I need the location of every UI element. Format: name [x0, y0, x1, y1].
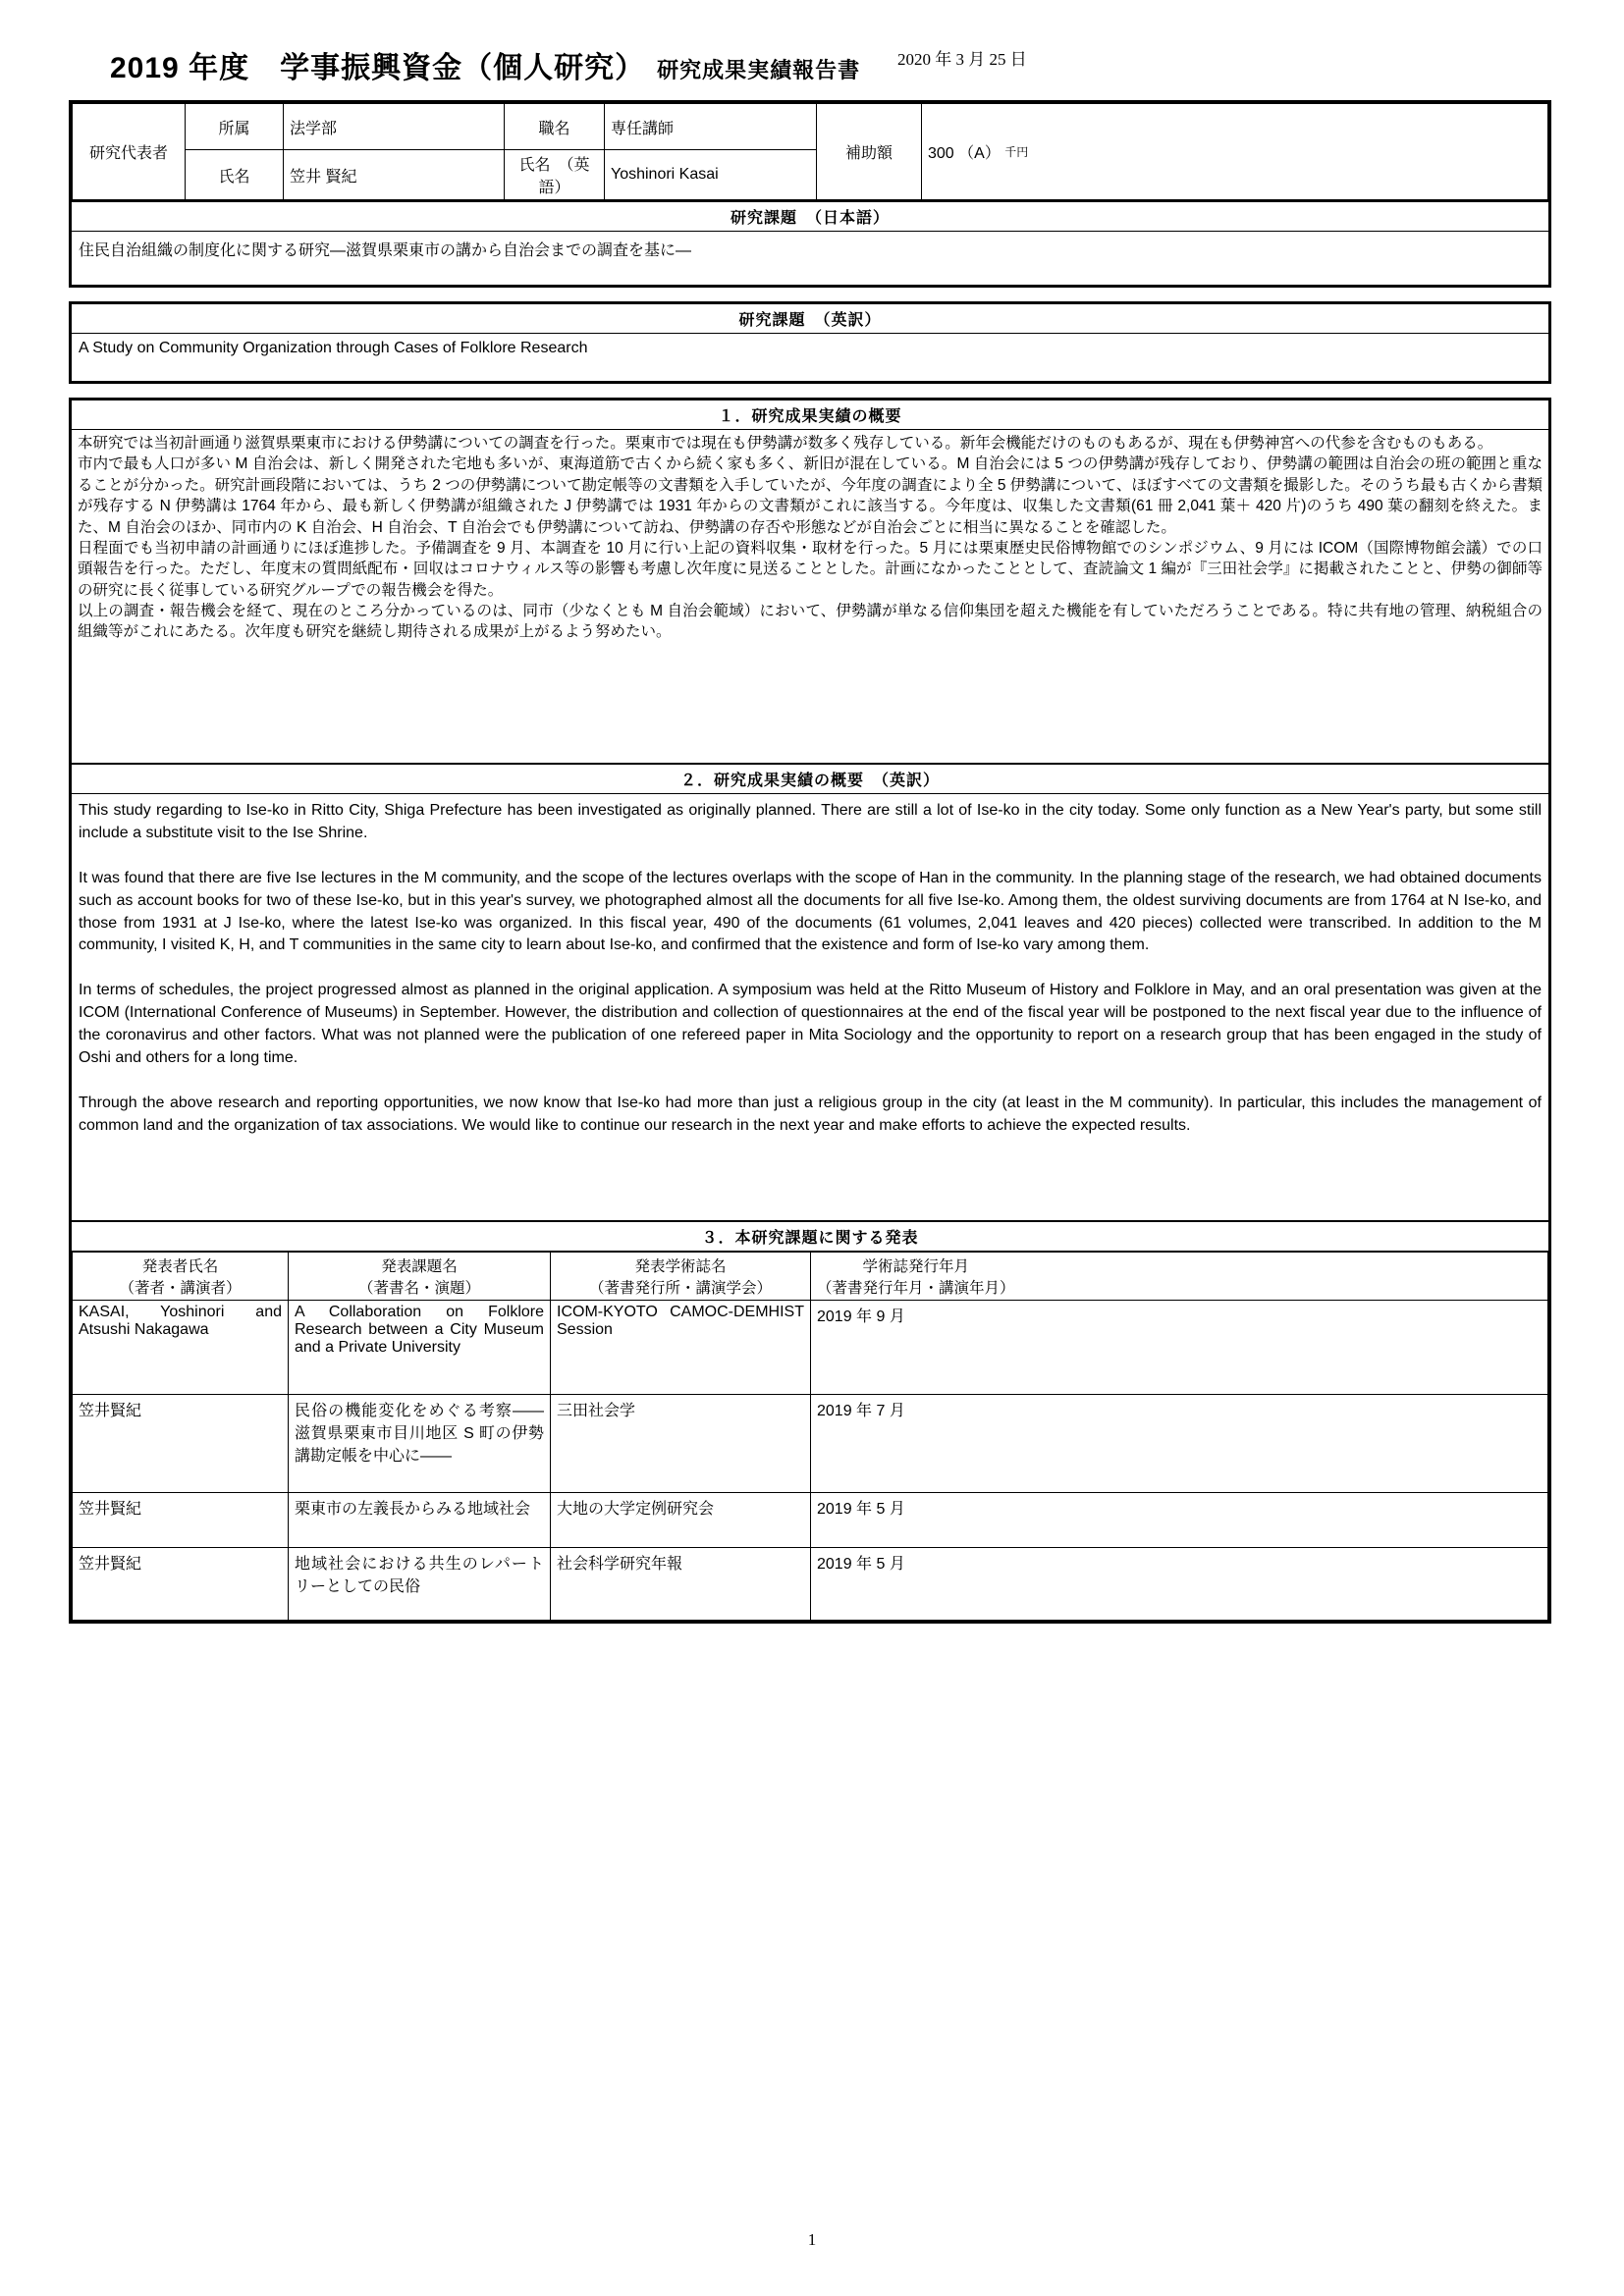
presentation-title: 栗東市の左義長からみる地域社会	[289, 1493, 551, 1548]
column-header-date	[811, 1253, 1548, 1301]
column-header-line2: （著書発行年月・講演年月）	[817, 1280, 1015, 1297]
column-header-line1: 発表者氏名	[141, 1258, 219, 1275]
name-value: 笠井 賢紀	[284, 150, 505, 200]
column-header-journal	[551, 1253, 811, 1301]
column-header-line2: （著書発行所・講演学会）	[588, 1280, 772, 1297]
summary-ja-paragraph: 本研究では当初計画通り滋賀県栗東市における伊勢講についての調査を行った。栗東市では現在も伊勢講が数多く残存している。新年会機能だけのものもあるが、現在も伊勢神宮への代参を含むものもある。	[78, 435, 1493, 452]
topic-en-header: 研究課題 （英訳）	[72, 304, 1548, 334]
doc-date: 2020 年 3 月 25 日	[897, 50, 1027, 69]
table-row	[73, 1301, 1548, 1395]
subsidy-unit: 千円	[1004, 145, 1029, 159]
column-header-line1: 学術誌発行年月	[862, 1258, 970, 1275]
presentation-title: 地域社会における共生のレパートリーとしての民俗	[289, 1548, 551, 1621]
summary-en-paragraph: In terms of schedules, the project progressed almost as planned in the original application. A symposium was held at the Ritto Museum of History and Folklore in May, and an oral presentation was given at the ICOM (International Conference of Museums) in September. However, the distribution and collection of questionnaires at the end of the fiscal year will be postponed to the next fiscal year due to the influence of the coronavirus and other factors. What was not planned were the publication of one refereed paper in Mita Sociology and the opportunity to report on a research group that has been engaged in the study of Oshi and others for a long time.	[79, 982, 1542, 1066]
subsidy-amount: 300 （A）	[928, 145, 1001, 162]
column-header-line2: （著書名・演題）	[357, 1280, 480, 1297]
subsidy-label: 補助額	[817, 104, 922, 200]
doc-title: 2019 年度 学事振興資金（個人研究）	[110, 52, 646, 84]
table-row	[73, 1395, 1548, 1493]
presentations-header-row	[73, 1253, 1548, 1301]
document-header	[69, 43, 1551, 86]
summary-ja-paragraph: 市内で最も人口が多い M 自治会は、新しく開発された宅地も多いが、東海道筋で古くから続く家も多く、新旧が混在している。M 自治会には 5 つの伊勢講が残存しており、伊勢講の範囲は自治会の班の範囲と重なることが分かった。研究計画段階においては、うち 2 つの伊勢講について勘定帳等の文書類を入手していたが、今年度の調査により全 5 伊勢講について、ほぼすべての文書類を撮影した。そのうち最も古くから書類が残存する N 伊勢講は 1764 年から、最も新しく伊勢講が組織された J 伊勢講では 1931 年からの文書類がこれに該当する。今年度は、収集した文書類(61 冊 2,041 葉＋ 420 片)のうち 490 葉の翻刻を終えた。また、M 自治会のほか、同市内の K 自治会、H 自治会、T 自治会でも伊勢講について訪ね、伊勢講の存否や形態などが自治会ごとに相当に異なることを確認した。	[78, 455, 1543, 536]
topic-en-text: A Study on Community Organization through Cases of Folklore Research	[79, 340, 588, 356]
topic-ja-header: 研究課題 （日本語）	[72, 200, 1548, 232]
presentation-journal: 大地の大学定例研究会	[551, 1493, 811, 1548]
column-header-wrap	[817, 1255, 1015, 1298]
table-row	[73, 104, 1548, 150]
document-content	[69, 43, 1551, 1637]
table-row	[73, 1493, 1548, 1548]
summary-ja-paragraph: 日程面でも当初申請の計画通りにほぼ進捗した。予備調査を 9 月、本調査を 10 月に行い上記の資料収集・取材を行った。5 月には栗東歴史民俗博物館でのシンポジウム、9 月には ICOM（国際博物館会議）での口頭報告を行った。ただし、年度末の質問紙配布・回収はコロナウィルス等の影響も考慮し次年度に見送ることとした。計画になかったこととして、査読論文 1 編が『三田社会学』に掲載されたことと、伊勢の御師等の研究に長く従事している研究グループでの報告機会を得た。	[78, 539, 1543, 599]
summary-ja-header: １．研究成果実績の概要	[72, 400, 1548, 430]
topic-en-block	[69, 301, 1551, 384]
summary-ja-paragraph: 以上の調査・報告機会を経て、現在のところ分かっているのは、同市（少なくとも M 自治会範域）において、伊勢講が単なる信仰集団を超えた機能を有していただろうことである。特に共有地の管理、納税組合の組織等がこれにあたる。次年度も研究を継続し期待される成果が上がるよう努めたい。	[78, 603, 1543, 641]
page-number: 1	[807, 2230, 817, 2249]
column-header-line1: 発表学術誌名	[634, 1258, 727, 1275]
presentation-author: 笠井賢紀	[73, 1548, 289, 1621]
presentations-header: ３．本研究課題に関する発表	[72, 1220, 1548, 1252]
topic-ja-text: 住民自治組織の制度化に関する研究—滋賀県栗東市の講から自治会までの調査を基に—	[79, 242, 692, 259]
summary-ja-body	[72, 430, 1548, 763]
representative-label: 研究代表者	[73, 104, 186, 200]
presentation-author: 笠井賢紀	[73, 1395, 289, 1493]
affiliation-value: 法学部	[284, 104, 505, 150]
column-header-line1: 発表課題名	[381, 1258, 458, 1275]
column-header-title	[289, 1253, 551, 1301]
presentation-date: 2019 年 7 月	[811, 1395, 1548, 1493]
table-row	[73, 1548, 1548, 1621]
name-en-value: Yoshinori Kasai	[605, 150, 817, 200]
presentation-author: 笠井賢紀	[73, 1493, 289, 1548]
affiliation-label: 所属	[186, 104, 284, 150]
representative-table	[72, 103, 1548, 200]
presentation-title: A Collaboration on Folklore Research between a City Museum and a Private University	[289, 1301, 551, 1395]
summary-en-paragraph: This study regarding to Ise-ko in Ritto City, Shiga Prefecture has been investigated as originally planned. There are still a lot of Ise-ko in the city today. Some only function as a New Year's party, but some still include a substitute visit to the Ise Shrine.	[79, 802, 1542, 841]
presentation-journal: 社会科学研究年報	[551, 1548, 811, 1621]
presentation-author: KASAI, Yoshinori and Atsushi Nakagawa	[73, 1301, 289, 1395]
summary-en-paragraph: It was found that there are five Ise lectures in the M community, and the scope of the lectures overlaps with the scope of Han in the community. In the planning stage of the research, we had obtained documents such as account books for two of these Ise-ko, but in this year's survey, we photographed almost all the documents for all five Ise-ko. Among them, the oldest surviving documents are from 1764 at N Ise-ko, and those from 1931 at J Ise-ko, where the latest Ise-ko was organized. In this fiscal year, 490 of the documents (61 volumes, 2,041 leaves and 420 pieces) collected were transcribed. In addition to the M community, I visited K, H, and T communities in the same city to learn about Ise-ko, and confirmed that the existence and form of Ise-ko vary among them.	[79, 869, 1542, 954]
column-header-line2: （著者・講演者）	[119, 1280, 242, 1297]
representative-block	[69, 100, 1551, 288]
results-block	[69, 398, 1551, 1624]
presentation-journal: 三田社会学	[551, 1395, 811, 1493]
presentation-date: 2019 年 5 月	[811, 1493, 1548, 1548]
presentation-title: 民俗の機能変化をめぐる考察――滋賀県栗東市目川地区 S 町の伊勢講勘定帳を中心に――	[289, 1395, 551, 1493]
summary-en-body	[72, 794, 1548, 1220]
column-header-author	[73, 1253, 289, 1301]
presentation-date: 2019 年 5 月	[811, 1548, 1548, 1621]
summary-en-paragraph: Through the above research and reporting opportunities, we now know that Ise-ko had more than just a religious group in the city (at least in the M community). In particular, this includes the management of common land and the organization of tax associations. We would like to continue our research in the next year and make efforts to achieve the expected results.	[79, 1094, 1542, 1134]
doc-subtitle: 研究成果実績報告書	[657, 58, 861, 82]
position-label: 職名	[505, 104, 605, 150]
presentation-journal: ICOM-KYOTO CAMOC-DEMHIST Session	[551, 1301, 811, 1395]
name-label: 氏名	[186, 150, 284, 200]
presentation-date: 2019 年 9 月	[811, 1301, 1548, 1395]
subsidy-value	[922, 104, 1548, 200]
name-en-label: 氏名 （英語）	[505, 150, 605, 200]
presentations-table	[72, 1252, 1548, 1621]
position-value: 専任講師	[605, 104, 817, 150]
summary-en-header: ２．研究成果実績の概要 （英訳）	[72, 763, 1548, 794]
